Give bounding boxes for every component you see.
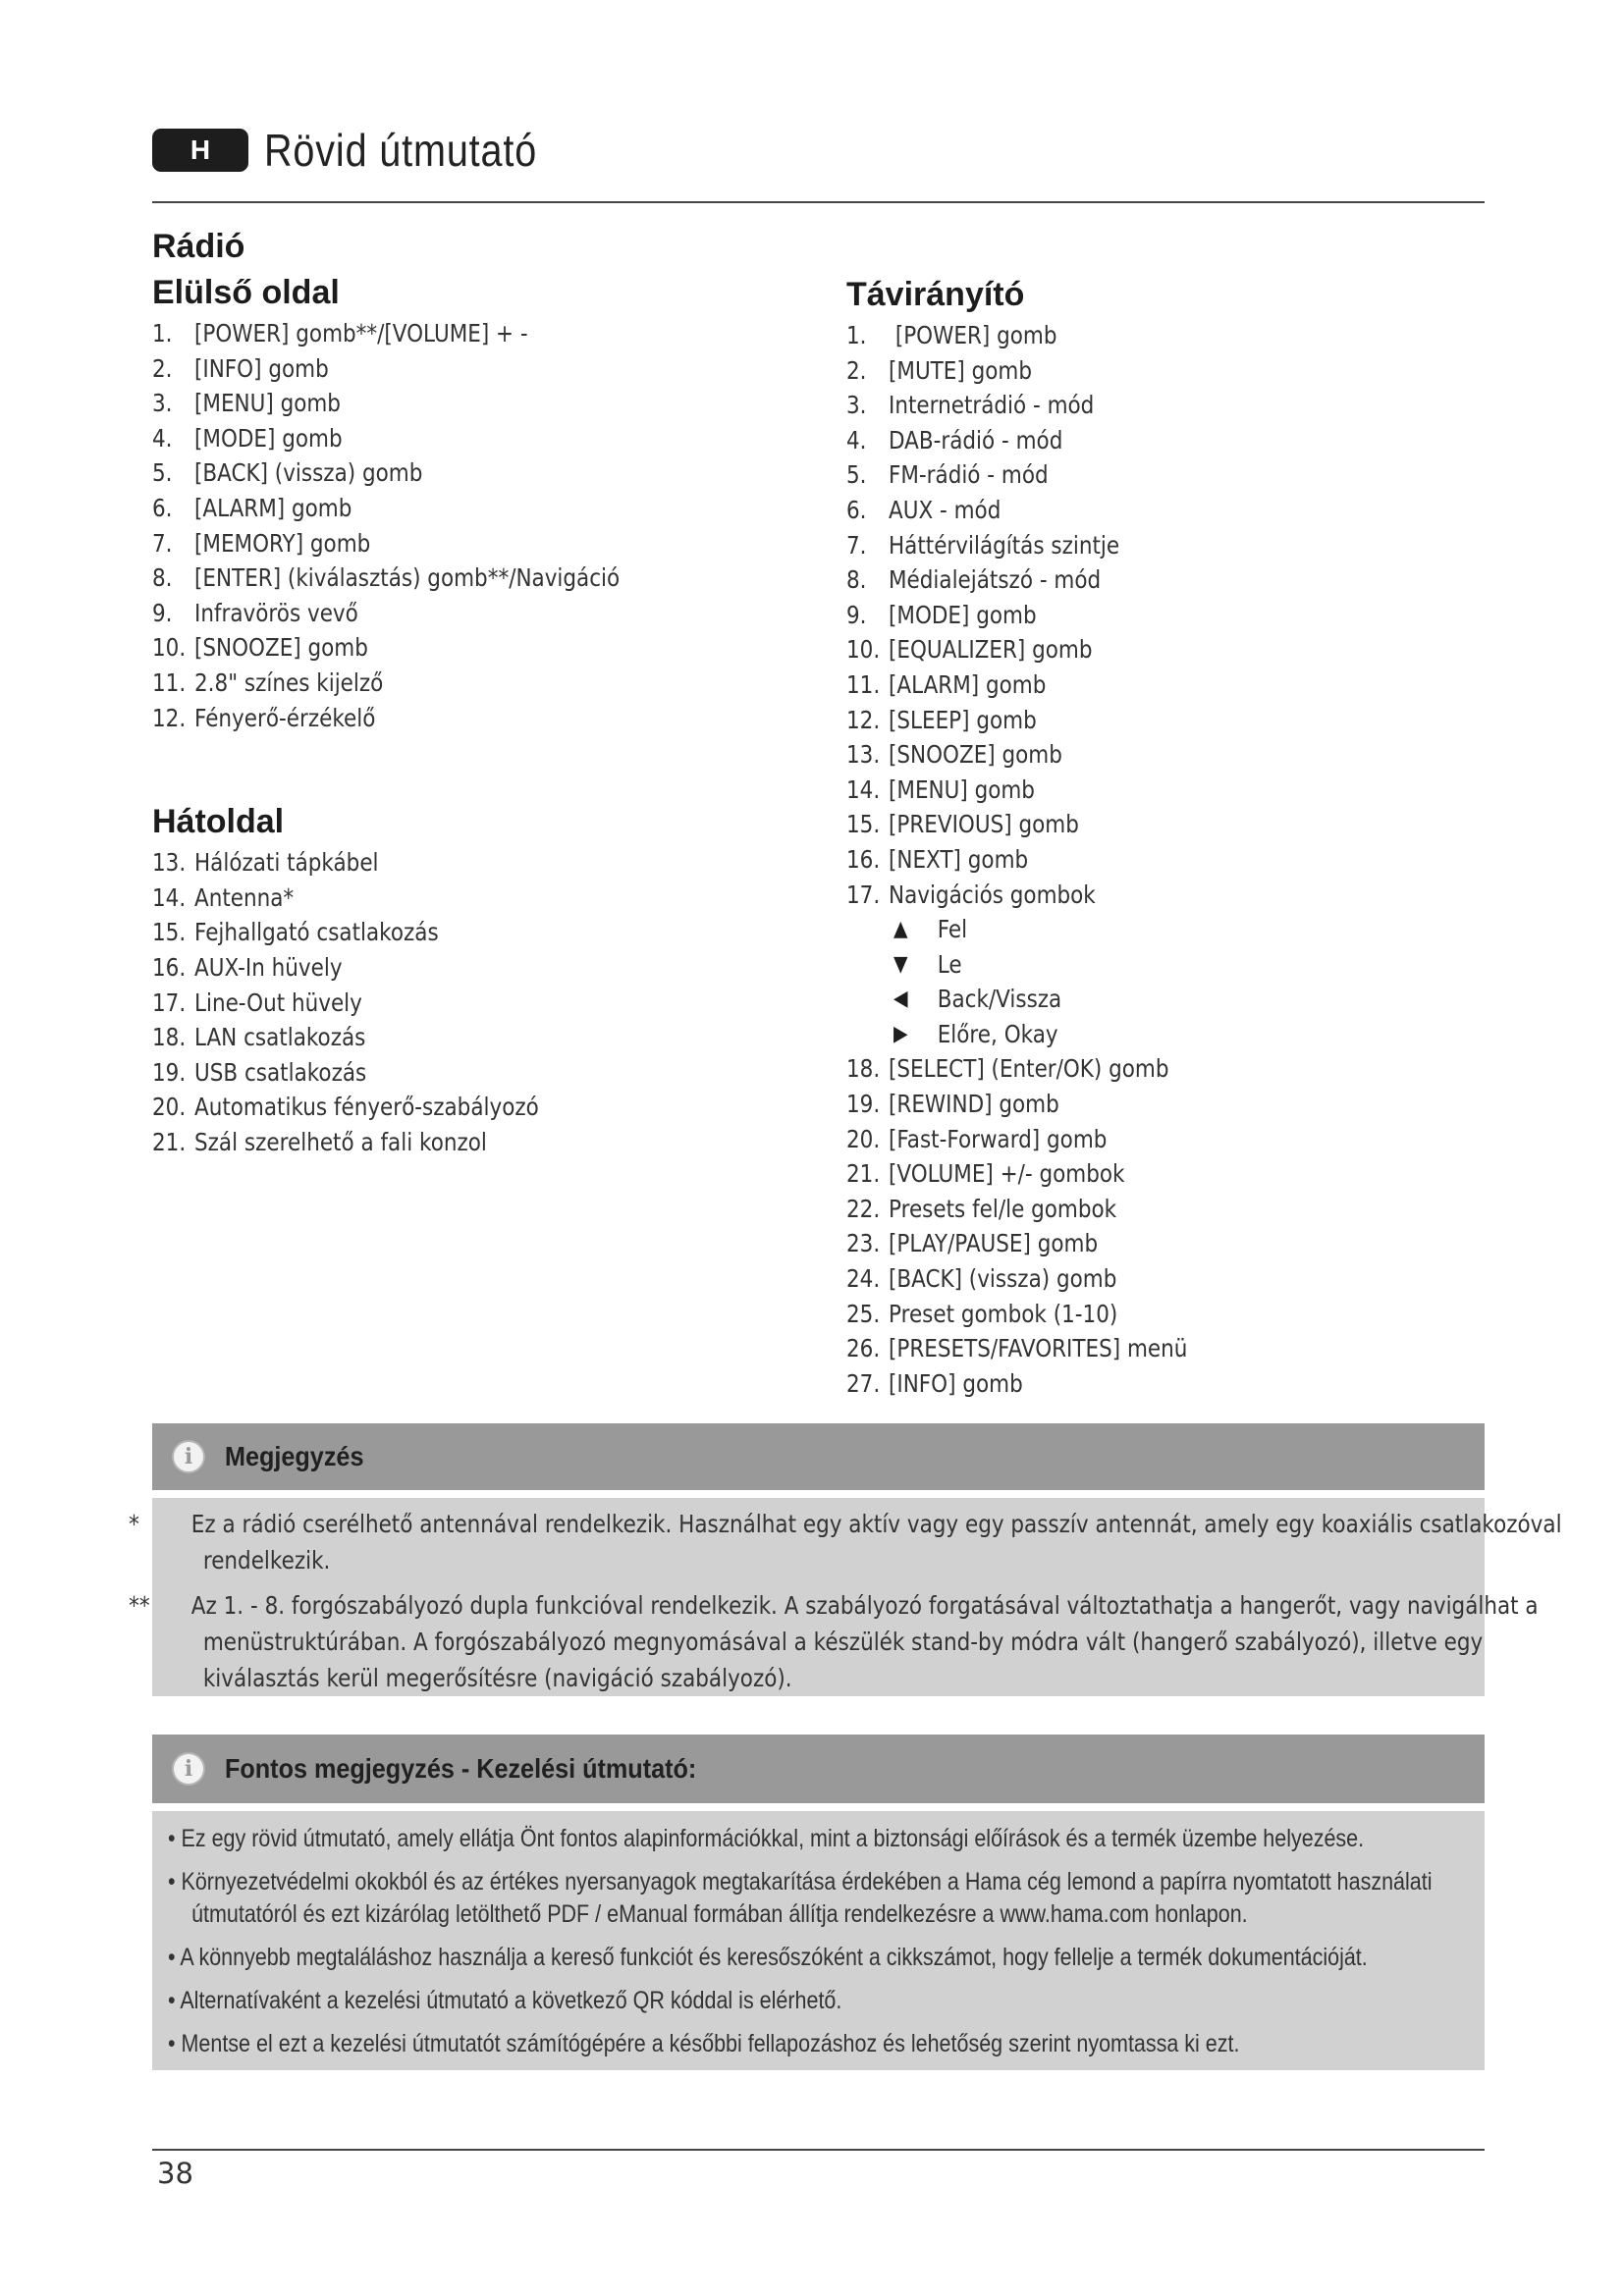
item-number: 8.: [152, 563, 173, 593]
note-text: Ez a rádió cserélhető antennával rendelkezik. Használhat egy aktív vagy egy passzív antennát, amely egy koaxiális csatlakozóval rendelkezik.: [190, 1510, 1562, 1575]
important-note-title: Fontos megjegyzés - Kezelési útmutató:: [225, 1753, 697, 1784]
item-text: Háttérvilágítás szintje: [889, 530, 1120, 560]
item-text: AUX - mód: [889, 495, 1001, 524]
list-item: [152, 386, 727, 421]
remote-list: [846, 318, 1485, 912]
note-body: [129, 1498, 1562, 1696]
item-number: 3.: [152, 389, 173, 418]
list-item: [152, 351, 727, 387]
item-number: 24.: [846, 1264, 881, 1294]
item-number: 16.: [846, 844, 881, 874]
note-text: Az 1. - 8. forgószabályozó dupla funkcióval rendelkezik. A szabályozó forgatásával változtathatja a hangerőt, vagy navigálhat a menüstruktúrában. A forgószabályozó megnyomásával a készülék stand-by módra vált (hangerő szabályozó), illetve egy kiválasztás kerül megerősítésre (navigáció szabályozó).: [190, 1591, 1539, 1692]
note-paragraph: [129, 1506, 1562, 1578]
item-number: 4.: [846, 425, 867, 454]
item-number: 10.: [152, 633, 187, 663]
item-number: 23.: [846, 1229, 881, 1258]
item-text: Szál szerelhető a fali konzol: [194, 1127, 487, 1156]
list-item: [846, 842, 1395, 878]
item-number: 5.: [152, 458, 173, 488]
item-text: [EQUALIZER] gomb: [889, 635, 1093, 665]
item-number: 4.: [152, 423, 173, 453]
nav-item: [893, 947, 1402, 983]
note-title: Megjegyzés: [225, 1441, 364, 1471]
left-column: [152, 224, 820, 1159]
item-text: AUX-In hüvely: [194, 952, 343, 982]
list-item: [846, 1051, 1395, 1087]
list-item: [846, 878, 1395, 913]
item-text: Hálózati tápkábel: [194, 848, 379, 878]
item-number: 22.: [846, 1194, 881, 1223]
item-number: 14.: [846, 774, 881, 804]
bullet-item: • Mentse el ezt a kezelési útmutatót számítógépére a későbbi fellapozáshoz és lehetőség szerint nyomtassa ki ezt.: [168, 2030, 1240, 2057]
bullet-text: Alternatívaként a kezelési útmutató a következő QR kóddal is elérhető.: [180, 1987, 842, 2014]
list-item: [846, 528, 1395, 563]
item-text: [VOLUME] +/- gombok: [889, 1159, 1125, 1189]
note-box: [129, 1423, 1562, 1696]
item-text: Internetrádió - mód: [889, 391, 1095, 420]
item-number: 26.: [846, 1334, 881, 1363]
item-number: 16.: [152, 952, 187, 982]
item-number: 14.: [152, 882, 187, 912]
list-item: [846, 1261, 1395, 1297]
item-text: Automatikus fényerő-szabályozó: [194, 1093, 539, 1122]
item-text: [SNOOZE] gomb: [889, 740, 1062, 770]
list-item: [846, 1156, 1395, 1192]
list-item: [152, 1125, 727, 1160]
item-number: 18.: [152, 1023, 187, 1052]
list-item: [846, 457, 1395, 493]
item-text: Preset gombok (1-10): [889, 1299, 1118, 1328]
item-number: 15.: [152, 918, 187, 947]
item-text: USB csatlakozás: [194, 1057, 367, 1087]
item-number: 6.: [152, 493, 173, 522]
item-text: [INFO] gomb: [194, 353, 329, 383]
item-number: 1.: [152, 319, 173, 347]
arrow-right-icon: ▶: [893, 1021, 908, 1046]
item-text: [BACK] (vissza) gomb: [194, 458, 423, 488]
list-item: [152, 630, 727, 666]
note-marker: *: [129, 1510, 139, 1538]
item-text: [REWIND] gomb: [889, 1090, 1059, 1119]
nav-item-text: Fel: [937, 915, 968, 944]
item-text: [ENTER] (kiválasztás) gomb**/Navigáció: [194, 563, 621, 593]
list-item: [152, 845, 727, 881]
item-number: 10.: [846, 635, 881, 665]
item-number: 9.: [152, 598, 173, 627]
list-item: [152, 491, 727, 526]
list-item: [152, 950, 727, 986]
list-item: [846, 1087, 1395, 1122]
bullet-item: • Alternatívaként a kezelési útmutató a következő QR kóddal is elérhető.: [168, 1987, 842, 2014]
item-number: 8.: [846, 565, 867, 595]
list-item: [152, 701, 727, 736]
list-item: [152, 561, 727, 596]
item-number: 17.: [152, 988, 187, 1017]
bullet-text: Mentse el ezt a kezelési útmutatót számítógépére a későbbi fellapozáshoz és lehetőség szerint nyomtassa ki ezt.: [181, 2030, 1240, 2057]
bullet-text: A könnyebb megtaláláshoz használja a kereső funkciót és keresőszóként a cikkszámot, hogy fellelje a termék dokumentációját.: [180, 1944, 1368, 1971]
item-number: 6.: [846, 495, 867, 524]
item-number: 25.: [846, 1299, 881, 1328]
list-item: [846, 562, 1395, 598]
item-number: 7.: [152, 528, 173, 558]
list-item: [152, 915, 727, 950]
important-note-bullets: [152, 1811, 1485, 2060]
nav-item-text: Le: [937, 949, 962, 979]
item-number: 13.: [152, 848, 187, 878]
list-item: [152, 421, 727, 456]
list-item: [846, 632, 1395, 667]
item-number: 27.: [846, 1368, 881, 1398]
right-column: [846, 271, 1485, 1401]
item-number: 17.: [846, 880, 881, 909]
page-title: Rövid útmutató: [264, 125, 538, 176]
item-text: [MEMORY] gomb: [194, 528, 371, 558]
language-badge: H: [152, 129, 248, 172]
list-item: [846, 737, 1395, 773]
info-icon: i: [172, 1440, 205, 1473]
item-text: Fejhallgató csatlakozás: [194, 918, 439, 947]
list-item: [846, 1297, 1395, 1332]
item-text: Antenna*: [194, 882, 295, 912]
item-text: Line-Out hüvely: [194, 988, 362, 1017]
item-text: [BACK] (vissza) gomb: [889, 1264, 1117, 1294]
item-number: 19.: [846, 1090, 881, 1119]
list-item: [846, 598, 1395, 633]
item-text: [POWER] gomb**/[VOLUME] + -: [194, 319, 528, 347]
list-item: [152, 881, 727, 916]
item-text: Infravörös vevő: [194, 598, 358, 627]
item-number: 9.: [846, 600, 867, 629]
list-item: [152, 1055, 727, 1091]
item-number: 21.: [152, 1127, 187, 1156]
list-item: [846, 667, 1395, 703]
item-number: 3.: [846, 391, 867, 420]
list-item: [152, 1020, 727, 1055]
back-list: [152, 845, 820, 1159]
item-text: [POWER] gomb: [889, 321, 1057, 349]
info-icon: i: [172, 1752, 205, 1786]
list-item: [846, 318, 1395, 353]
nav-item-text: Back/Vissza: [937, 985, 1062, 1014]
list-item: [846, 1331, 1395, 1366]
item-text: [ALARM] gomb: [194, 493, 352, 522]
item-text: LAN csatlakozás: [194, 1023, 366, 1052]
important-note-header: [152, 1735, 1485, 1811]
page-header: [152, 126, 581, 175]
item-text: [MUTE] gomb: [889, 355, 1033, 385]
list-item: [846, 423, 1395, 458]
navigation-list: [846, 912, 1485, 1051]
arrow-left-icon: ◀: [893, 987, 908, 1012]
important-note-box: [152, 1735, 1485, 2070]
item-number: 11.: [152, 667, 187, 697]
item-text: Médialejátszó - mód: [889, 565, 1102, 595]
front-list: [152, 316, 820, 735]
item-text: DAB-rádió - mód: [889, 425, 1063, 454]
bullet-text: Ez egy rövid útmutató, amely ellátja Önt fontos alapinformációkkal, mint a biztonsági előírások és a termék üzembe helyezése.: [181, 1825, 1365, 1852]
item-number: 11.: [846, 669, 881, 699]
item-text: [MODE] gomb: [194, 423, 343, 453]
item-text: [Fast-Forward] gomb: [889, 1124, 1108, 1153]
footer-divider: [152, 2149, 1485, 2151]
nav-item: [893, 1017, 1402, 1052]
nav-item: [893, 982, 1402, 1017]
item-text: Fényerő-érzékelő: [194, 703, 376, 732]
list-item: [846, 1366, 1395, 1402]
list-item: [152, 596, 727, 631]
item-text: [PRESETS/FAVORITES] menü: [889, 1334, 1188, 1363]
item-number: 20.: [152, 1093, 187, 1122]
list-item: [152, 526, 727, 561]
list-item: [152, 666, 727, 701]
list-item: [846, 1192, 1395, 1227]
bullet-text: Környezetvédelmi okokból és az értékes nyersanyagok megtakarítása érdekében a Hama cég lemond a papírra nyomtatott használati útmutatóról és ezt kizárólag letölthető PDF / eManual formában állítja rendelkezésre a www.hama.com honlapon.: [181, 1868, 1433, 1928]
list-item: [152, 986, 727, 1021]
header-divider: [152, 201, 1485, 203]
item-text: [SLEEP] gomb: [889, 705, 1037, 734]
arrow-up-icon: ▲: [893, 917, 908, 942]
item-text: [SELECT] (Enter/OK) gomb: [889, 1054, 1169, 1084]
item-number: 1.: [846, 321, 867, 349]
front-heading: Elülső oldal: [152, 274, 340, 311]
back-heading: Hátoldal: [152, 803, 285, 841]
list-item: [152, 1090, 727, 1125]
item-number: 12.: [152, 703, 187, 732]
nav-item-text: Előre, Okay: [937, 1019, 1058, 1048]
list-item: [846, 388, 1395, 423]
arrow-down-icon: ▼: [893, 951, 908, 977]
list-item: [846, 703, 1395, 738]
item-text: [MENU] gomb: [889, 774, 1035, 804]
bullet-item: • A könnyebb megtaláláshoz használja a kereső funkciót és keresőszóként a cikkszámot, hogy fellelje a termék dokumentációját.: [168, 1944, 1368, 1971]
item-number: 19.: [152, 1057, 187, 1087]
list-item: [152, 316, 727, 351]
item-number: 2.: [152, 353, 173, 383]
list-item: [846, 493, 1395, 528]
item-text: [PREVIOUS] gomb: [889, 810, 1079, 839]
remote-list-continued: [846, 1051, 1485, 1401]
list-item: [152, 455, 727, 491]
item-text: Presets fel/le gombok: [889, 1194, 1117, 1223]
remote-heading: Távirányító: [846, 276, 1025, 313]
note-paragraph: [129, 1587, 1562, 1696]
bullet-item: • Ez egy rövid útmutató, amely ellátja Önt fontos alapinformációkkal, mint a biztonsági előírások és a termék üzembe helyezése.: [168, 1825, 1365, 1852]
item-text: [MENU] gomb: [194, 389, 341, 418]
page-number: 38: [157, 2157, 193, 2190]
item-number: 5.: [846, 460, 867, 490]
item-number: 18.: [846, 1054, 881, 1084]
bullet-item: • Környezetvédelmi okokból és az értékes nyersanyagok megtakarítása érdekében a Hama cég lemond a papírra nyomtatott használati útmutatóról és ezt kizárólag letölthető PDF / eManual formában állítja rendelkezésre a www.hama.com honlapon.: [168, 1868, 1433, 1928]
item-number: 21.: [846, 1159, 881, 1189]
item-number: 15.: [846, 810, 881, 839]
list-item: [846, 1122, 1395, 1157]
list-item: [846, 1226, 1395, 1261]
note-header: [152, 1423, 1485, 1498]
item-text: 2.8" színes kijelző: [194, 667, 384, 697]
item-number: 20.: [846, 1124, 881, 1153]
list-item: [846, 807, 1395, 842]
radio-heading: Rádió: [152, 228, 245, 265]
list-item: [846, 773, 1395, 808]
note-marker: **: [129, 1591, 150, 1620]
item-number: 7.: [846, 530, 867, 560]
item-text: [INFO] gomb: [889, 1368, 1023, 1398]
item-number: 12.: [846, 705, 881, 734]
item-text: [MODE] gomb: [889, 600, 1037, 629]
item-text: [PLAY/PAUSE] gomb: [889, 1229, 1099, 1258]
list-item: [846, 353, 1395, 389]
item-number: 13.: [846, 740, 881, 770]
item-number: 2.: [846, 355, 867, 385]
item-text: [NEXT] gomb: [889, 844, 1029, 874]
item-text: [ALARM] gomb: [889, 669, 1047, 699]
item-text: Navigációs gombok: [889, 880, 1096, 909]
item-text: [SNOOZE] gomb: [194, 633, 368, 663]
item-text: FM-rádió - mód: [889, 460, 1049, 490]
nav-item: [893, 912, 1402, 947]
